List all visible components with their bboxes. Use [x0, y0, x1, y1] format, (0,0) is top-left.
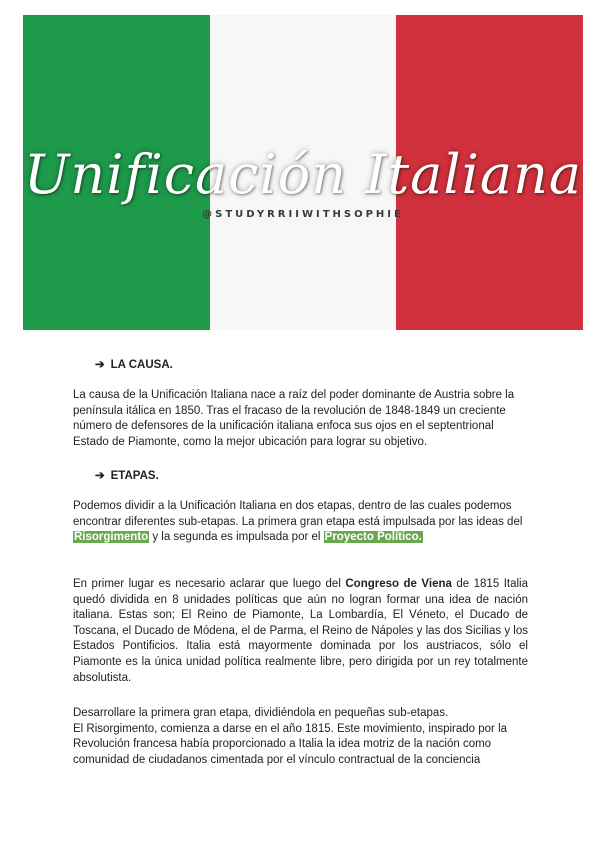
paragraph-text: y la segunda es impulsada por el	[149, 531, 324, 544]
paragraph-congreso	[73, 577, 528, 686]
paragraph-causa: La causa de la Unificación Italiana nace a raíz del poder dominante de Austria sobre la península itálica en 1850. Tras el fracaso de la revolución de 1848-1849 un creciente número de defensores de la unificación italiana enfoca sus ojos en el septentrional Estado de Piamonte, como la mejor ubicación para lograr su objetivo.	[73, 389, 515, 448]
arrow-icon: ➔	[95, 470, 105, 482]
heading-label: LA CAUSA.	[110, 359, 173, 371]
paragraph-text: El Risorgimento, comienza a darse en el año 1815. Este movimiento, inspirado por la Revolución francesa había proporcionado a Italia la idea motriz de la nación como comunidad de ciudadanos cimentada por el vínculo contractual de la conciencia	[73, 722, 508, 766]
paragraph-text: Podemos dividir a la Unificación Italiana en dos etapas, dentro de las cuales podemos encontrar diferentes sub-etapas. La primera gran etapa está impulsada por las ideas del	[73, 500, 523, 528]
paragraph-etapas	[73, 499, 528, 546]
highlight-proyecto-politico: Proyecto Político.	[324, 531, 422, 544]
section-heading-etapas	[95, 468, 159, 482]
italian-flag-banner	[23, 15, 583, 330]
bold-congreso-de-viena: Congreso de Viena	[345, 578, 452, 590]
arrow-icon: ➔	[95, 359, 105, 371]
section-heading-causa	[95, 357, 173, 371]
heading-label: ETAPAS.	[110, 470, 159, 482]
highlight-risorgimento: Risorgimento	[74, 531, 149, 544]
paragraph-text: de 1815 Italia quedó dividida en 8 unidades políticas que aún no logran formar una idea de nación italiana. Estas son; El Reino de Piamonte, La Lombardía, El Véneto, el Ducado de Toscana, el Ducado de Módena, el de Parma, el Reino de Nápoles y las dos Sicilias y los Estados Pontificios. Italia está mayormente dominada por los austriacos, sólo el Piamonte es la única unidad política realmente libre, pero dirigida por un rey totalmente absolutista.	[73, 578, 528, 684]
paragraph-line: Desarrollare la primera gran etapa, dividiéndola en pequeñas sub-etapas.	[73, 707, 449, 719]
banner-handle: @STUDYRRIIWITHSOPHIE	[202, 209, 404, 220]
paragraph-risorgimento	[73, 706, 528, 768]
banner-title: Unificación Italiana	[23, 143, 583, 206]
paragraph-text: En primer lugar es necesario aclarar que luego del	[73, 578, 346, 590]
